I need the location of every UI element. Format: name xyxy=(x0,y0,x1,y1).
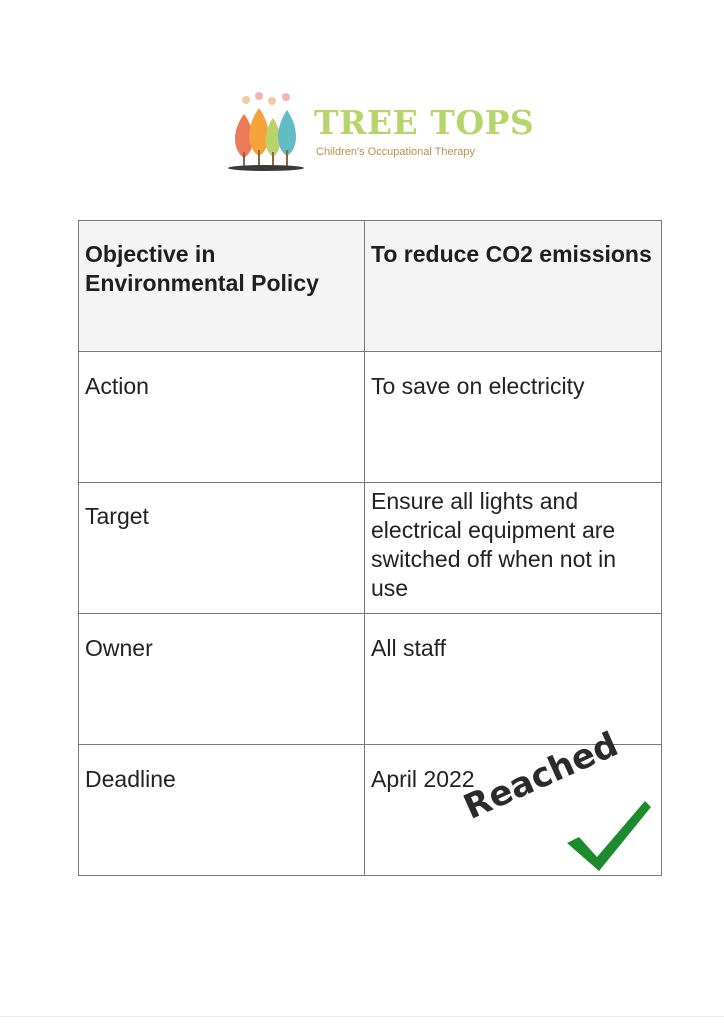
table-row xyxy=(79,483,662,614)
deadline-label: Deadline xyxy=(79,745,365,876)
environmental-policy-table xyxy=(78,220,662,876)
logo-title: TREE TOPS xyxy=(314,103,535,142)
check-mark-icon xyxy=(563,795,653,875)
target-value: Ensure all lights and electrical equipment are switched off when not in use xyxy=(365,483,662,614)
objective-value: To reduce CO2 emissions xyxy=(365,221,662,352)
action-label: Action xyxy=(79,352,365,483)
table-row xyxy=(79,352,662,483)
reached-text: Reached xyxy=(457,724,624,828)
trees-logo-icon xyxy=(226,92,310,174)
objective-label: Objective in Environmental Policy xyxy=(79,221,365,352)
reached-stamp xyxy=(457,724,653,869)
page-bottom-line xyxy=(0,1016,724,1017)
deadline-cell xyxy=(365,724,662,876)
target-label: Target xyxy=(79,483,365,614)
table-row xyxy=(79,614,662,745)
tree-tops-logo xyxy=(226,92,535,174)
deadline-value: April 2022 xyxy=(371,766,475,792)
table-header-row xyxy=(79,221,662,352)
table-row xyxy=(79,745,662,876)
logo-subtitle: Children's Occupational Therapy xyxy=(316,146,476,158)
owner-label: Owner xyxy=(79,614,365,745)
action-value: To save on electricity xyxy=(365,352,662,483)
owner-value: All staff xyxy=(365,614,662,745)
